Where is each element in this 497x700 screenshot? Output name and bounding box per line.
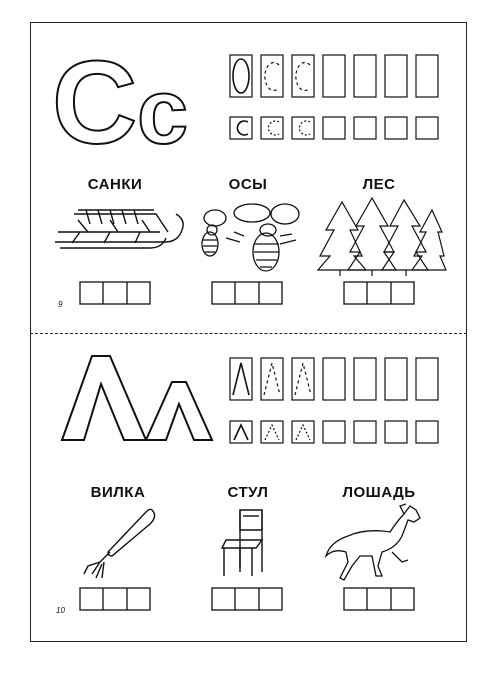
trace-cell[interactable] [416, 358, 438, 400]
answer-box-fork[interactable] [80, 588, 150, 610]
horse-picture [326, 504, 420, 580]
trace-cell[interactable] [354, 358, 376, 400]
trace-cell[interactable] [385, 358, 407, 400]
answer-box-horse[interactable] [344, 588, 414, 610]
big-letter-lower-outline [146, 382, 212, 440]
trace-cell[interactable] [323, 358, 345, 400]
word-fork: ВИЛКА [90, 484, 146, 501]
word-sled: САНКИ [87, 176, 143, 193]
trace-cell[interactable] [323, 421, 345, 443]
page-number-bottom: 10 [56, 606, 65, 615]
answer-box-chair[interactable] [212, 588, 282, 610]
page-number-top: 9 [58, 300, 63, 309]
trace-cell[interactable] [416, 421, 438, 443]
word-wasps: ОСЫ [228, 176, 268, 193]
big-letter-upper-outline: С [52, 37, 138, 169]
big-letter-upper-outline [62, 356, 146, 440]
trace-row-lower [230, 421, 438, 443]
word-forest: ЛЕС [362, 176, 396, 193]
fork-picture [84, 509, 155, 578]
trace-cell[interactable] [354, 421, 376, 443]
trace-row-upper [230, 358, 438, 400]
big-letter-lower-outline: с [137, 61, 189, 163]
word-horse: ЛОШАДЬ [342, 484, 416, 501]
word-chair: СТУЛ [227, 484, 269, 501]
trace-cell[interactable] [385, 421, 407, 443]
chair-picture [222, 510, 262, 576]
answer-boxes-bottom [80, 588, 414, 610]
